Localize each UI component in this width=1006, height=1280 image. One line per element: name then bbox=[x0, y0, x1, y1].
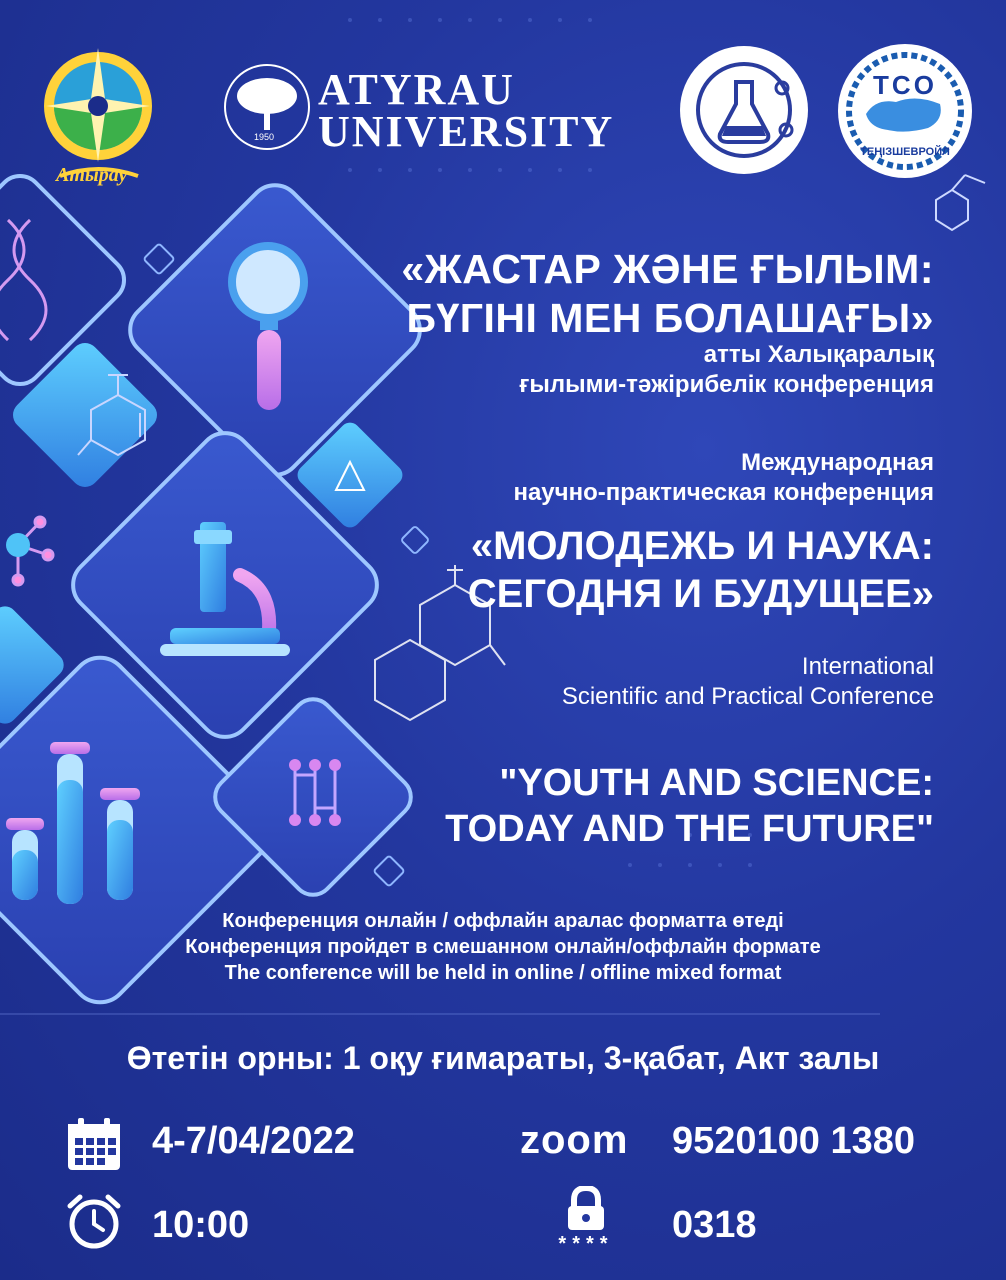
subtitle-russian bbox=[513, 448, 934, 508]
subtitle-english bbox=[562, 652, 934, 712]
format-kz: Конференция онлайн / оффлайн аралас форматта өтеді bbox=[222, 910, 784, 932]
passcode: 0318 bbox=[672, 1204, 757, 1246]
zoom-id: 9520100 1380 bbox=[672, 1120, 916, 1162]
title-ru-line2: СЕГОДНЯ И БУДУЩЕЕ» bbox=[467, 572, 934, 616]
subtitle-ru-line1: Международная bbox=[741, 449, 934, 476]
atyrau-university-logo bbox=[222, 62, 622, 158]
title-kz-line1: «ЖАСТАР ЖӘНЕ ҒЫЛЫМ: bbox=[401, 246, 934, 292]
small-hexagon bbox=[936, 175, 985, 230]
event-date: 4-7/04/2022 bbox=[152, 1120, 355, 1162]
format-notes bbox=[0, 908, 1006, 986]
molecule-icon bbox=[6, 517, 53, 585]
subtitle-kz-line1: атты Халықаралық bbox=[703, 341, 934, 368]
title-kz-line2: БҮГІНІ МЕН БОЛАШАҒЫ» bbox=[406, 295, 934, 341]
event-time: 10:00 bbox=[152, 1204, 250, 1246]
calendar-icon bbox=[66, 1116, 122, 1177]
title-russian bbox=[468, 522, 934, 618]
city-logo-text: Атырау bbox=[56, 164, 128, 186]
subtitle-kazakh bbox=[519, 340, 934, 400]
subtitle-en-line1: International bbox=[801, 653, 934, 680]
university-name-line1: ATYRAU bbox=[318, 65, 515, 114]
lock-icon bbox=[554, 1186, 618, 1256]
title-kazakh bbox=[314, 245, 934, 343]
zoom-logo bbox=[520, 1118, 640, 1166]
conference-emblem bbox=[676, 42, 812, 178]
tengizchevroil-logo bbox=[836, 42, 974, 180]
passcode-mask: **** bbox=[558, 1233, 614, 1255]
magnifier-icon bbox=[232, 246, 304, 318]
subtitle-en-line2: Scientific and Practical Conference bbox=[561, 683, 934, 710]
university-name-line2: UNIVERSITY bbox=[318, 107, 615, 156]
subtitle-kz-line2: ғылыми-тәжірибелік конференция bbox=[519, 371, 934, 398]
title-ru-line1: «МОЛОДЕЖЬ И НАУКА: bbox=[470, 524, 934, 568]
subtitle-ru-line2: научно-практическая конференция bbox=[513, 479, 934, 506]
tco-letters: TCO bbox=[873, 70, 937, 100]
venue: Өтетін орны: 1 оқу ғимараты, 3-қабат, Акт залы bbox=[126, 1040, 880, 1076]
zoom-logo-text: zoom bbox=[520, 1118, 629, 1162]
university-year: 1950 bbox=[254, 132, 275, 142]
title-en-line2: TODAY AND THE FUTURE" bbox=[445, 808, 934, 850]
format-en: The conference will be held in online / offline mixed format bbox=[224, 962, 782, 984]
title-english bbox=[445, 760, 934, 852]
title-en-line1: "YOUTH AND SCIENCE: bbox=[499, 762, 934, 804]
format-ru: Конференция пройдет в смешанном онлайн/оффлайн формате bbox=[185, 936, 821, 958]
atyrau-city-logo bbox=[40, 42, 158, 190]
dna-icon bbox=[0, 220, 24, 340]
tco-text: ТЕҢІЗШЕВРОЙЛ bbox=[860, 146, 950, 158]
alarm-clock-icon bbox=[66, 1194, 122, 1255]
